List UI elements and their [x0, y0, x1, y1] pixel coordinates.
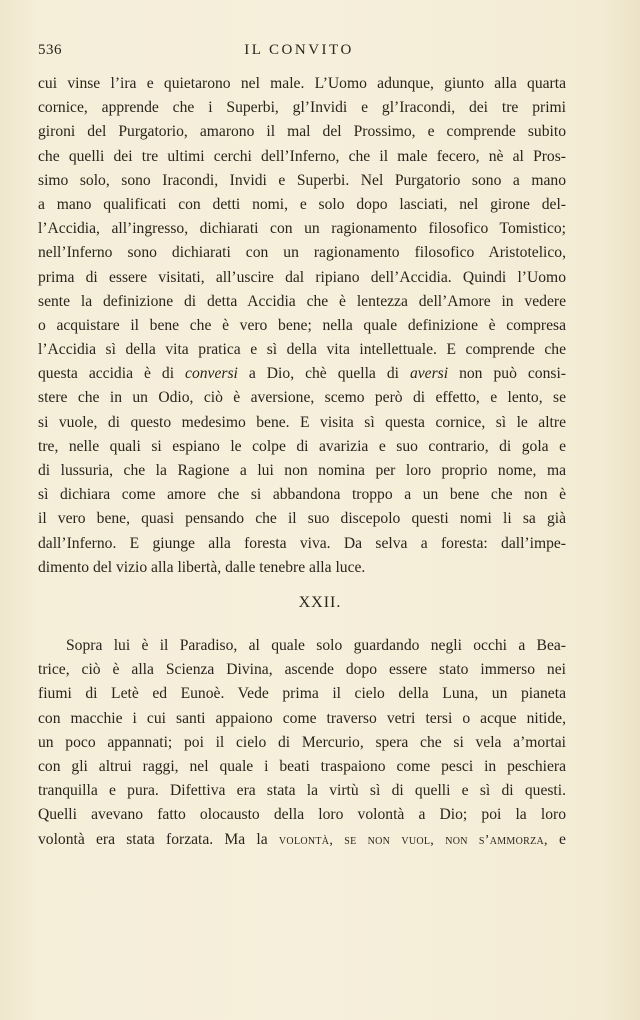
text-line: con macchie i cui santi appaiono come traverso vetri tersi o acque nitide,	[38, 709, 566, 727]
text-line: gironi del Purgatorio, amarono il mal del Prossimo, e comprende subito	[38, 123, 566, 141]
text-line: dall’Inferno. E giunge alla foresta viva. Da selva a foresta: dall’impe-	[38, 534, 566, 552]
text-line: l’Accidia, all’ingresso, dichiarati con un ragionamento filosofico Tomistico;	[38, 220, 566, 238]
text-line: nell’Inferno sono dichiarati con un ragionamento filosofico Aristotelico,	[38, 244, 566, 262]
italic-word-conversi: conversi	[185, 365, 238, 383]
text-line: l’Accidia sì della vita pratica e sì della vita intellettuale. E comprende che	[38, 341, 566, 359]
text-line: che quelli dei tre ultimi cerchi dell’Inferno, che il male fecero, nè al Pros-	[38, 147, 566, 165]
text-line: Sopra lui è il Paradiso, al quale solo guardando negli occhi a Bea-	[66, 637, 566, 654]
text-line: fiumi di Letè ed Eunoè. Vede prima il cielo della Luna, un pianeta	[38, 685, 566, 703]
text-line: stere che in un Odio, ciò è aversione, scemo però di effetto, e lento, se	[38, 389, 566, 407]
text-line: simo solo, sono Iracondi, Invidi e Superbi. Nel Purgatorio sono a mano	[38, 171, 566, 189]
text-line: sente la definizione di detta Accidia che è lentezza dell’Amore in vedere	[38, 292, 566, 310]
text-line: Quelli avevano fatto olocausto della loro volontà a Dio; poi la loro	[38, 806, 566, 824]
text-line: prima di essere visitati, all’uscire dal ripiano dell’Accidia. Quindi l’Uomo	[38, 268, 566, 286]
text-line: il vero bene, quasi pensando che il suo discepolo questi nomi li sa già	[38, 510, 566, 528]
text-line: di lussuria, che la Ragione a lui non nomina per loro proprio nome, ma	[38, 462, 566, 479]
page-header	[38, 42, 560, 64]
smallcaps-quotation: volontà, se non vuol, non s’ammorza,	[278, 832, 548, 848]
text-line-with-italics	[38, 362, 566, 386]
text-line-with-smallcaps	[38, 828, 566, 852]
text-line: a mano qualificati con detti nomi, e solo dopo lasciati, nel girone del-	[38, 195, 566, 213]
italic-word-aversi: aversi	[409, 365, 449, 383]
text-line: con gli altrui raggi, nel quale i beati traspaiono come pesci in peschiera	[38, 757, 566, 775]
text-line: trice, ciò è alla Scienza Divina, ascende dopo essere stato immerso nei	[38, 661, 566, 679]
text-line: sì dichiara come amore che si abbandona troppo a un bene che non è	[38, 486, 566, 504]
text-line: si vuole, di questo medesimo bene. E visita sì questa cornice, sì le altre	[38, 413, 566, 431]
paragraph-2	[38, 634, 566, 852]
paragraph-1	[38, 72, 566, 580]
text-segment: e	[547, 830, 566, 848]
text-line: cornice, apprende che i Superbi, gl’Invidi e gl’Iracondi, dei tre primi	[38, 99, 566, 117]
text-line: cui vinse l’ira e quietarono nel male. L’Uomo adunque, giunto alla quarta	[38, 75, 566, 92]
text-line: un poco appannati; poi il cielo di Mercurio, spera che si vela a’mortai	[38, 733, 566, 751]
page-number: 536	[38, 42, 62, 58]
running-title: IL CONVITO	[244, 42, 354, 58]
text-segment: questa accidia è di	[38, 365, 186, 383]
text-line: tre, nelle quali si espiano le colpe di avarizia e suo contrario, di gola e	[38, 437, 566, 455]
text-line: o acquistare il bene che è vero bene; nella quale definizione è compresa	[38, 316, 566, 334]
text-line: tranquilla e pura. Difettiva era stata la virtù sì di quelli e sì di questi.	[38, 782, 566, 800]
text-segment: a Dio, chè quella di	[237, 365, 410, 383]
section-heading: XXII.	[298, 594, 342, 611]
text-line: dimento del vizio alla libertà, dalle tenebre alla luce.	[38, 558, 366, 576]
text-segment: non può consi-	[448, 365, 566, 383]
text-segment: volontà era stata forzata. Ma la	[38, 830, 279, 848]
